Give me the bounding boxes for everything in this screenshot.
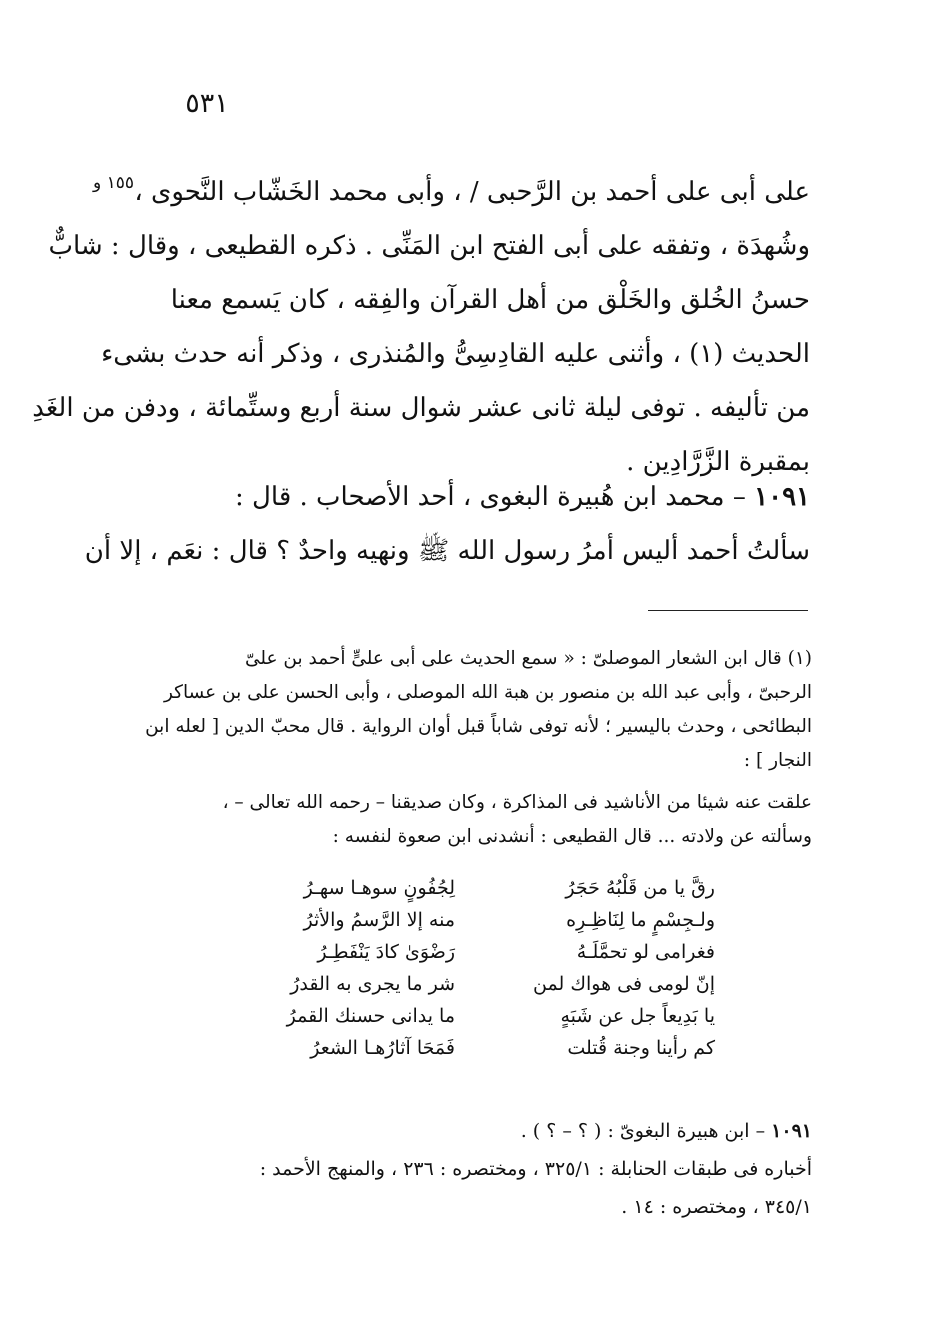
verse-second-hemistich: منه إلا الرَّسمُ والأثرُ xyxy=(303,909,455,931)
verse-first-hemistich: رقَّ يا من قَلْبُهُ حَجَرُ xyxy=(565,877,715,899)
footnote-line: وسألته عن ولادته ... قال القطيعى : أنشدنى ابن صعوة لنفسه : xyxy=(332,826,812,847)
bibliography-title-text: – ابن هبيرة البغوىّ : ( ؟ – ؟ ) . xyxy=(520,1120,772,1142)
main-text-line: وشُهدَة ، وتفقه على أبى الفتح ابن المَنِّى . ذكره القطيعى ، وقال : شابٌّ xyxy=(48,231,810,261)
bibliography-line: أخباره فى طبقات الحنابلة : ٣٢٥/١ ، ومختصره : ٢٣٦ ، والمنهج الأحمد : xyxy=(259,1158,812,1180)
poem-verse xyxy=(235,872,715,904)
poem-verse xyxy=(235,904,715,936)
main-text-line: على أبى على أحمد بن الرَّحبى / ، وأبى محمد الخَشّاب النَّحوى ، xyxy=(134,177,810,207)
main-text-line: بمقبرة الزَّرَّادِين . xyxy=(626,447,810,477)
entry-text-line: سألتُ أحمد أليس أمرُ رسول الله ﷺ ونهيه واحدٌ ؟ قال : نعَم ، إلا أن xyxy=(84,536,810,566)
bibliography-note xyxy=(140,1112,812,1226)
margin-folio-note: ١٥٥ و xyxy=(92,173,134,193)
page-number: ٥٣١ xyxy=(185,88,229,119)
bibliography-title xyxy=(140,1112,812,1150)
poem-verse xyxy=(235,1032,715,1064)
footnotes-block xyxy=(140,642,812,854)
verse-second-hemistich: ما يدانى حسنك القمرُ xyxy=(286,1005,455,1027)
verse-second-hemistich: فَمَحَا آثارُهـا الشعرُ xyxy=(310,1037,455,1059)
biography-entry xyxy=(84,470,810,578)
poem-verse xyxy=(235,936,715,968)
poem-verse xyxy=(235,1000,715,1032)
bibliography-entry-number: ١٠٩١ xyxy=(771,1120,812,1142)
main-text-line: حسنُ الخُلق والخَلْق من أهل القرآن والفِقه ، كان يَسمع معنا xyxy=(170,285,810,315)
footnote-line: الرحبىّ ، وأبى عبد الله بن منصور بن هبة الله الموصلى ، وأبى الحسن على بن عساكر xyxy=(163,682,812,703)
verse-first-hemistich: فغرامى لو تحمَّلَـهُ xyxy=(576,941,715,963)
verse-first-hemistich: كم رأينا وجنة قُتلت xyxy=(567,1037,715,1059)
verse-first-hemistich: إنّ لومى فى هواك لمن xyxy=(533,973,715,995)
footnote-line: البطائحى ، وحدث باليسير ؛ لأنه توفى شاباً قبل أوان الرواية . قال محبّ الدين [ لعله ابن xyxy=(145,716,812,737)
entry-heading-text: – محمد ابن هُبيرة البغوى ، أحد الأصحاب . قال : xyxy=(234,482,755,512)
bibliography-line: ٣٤٥/١ ، ومختصره : ١٤ . xyxy=(621,1196,812,1218)
entry-heading-line xyxy=(140,470,810,524)
verse-second-hemistich: شر ما يجرى به القدرُ xyxy=(290,973,455,995)
verse-second-hemistich: لِجُفُونٍ سوهـا سهـرُ xyxy=(303,877,455,899)
poem-verse xyxy=(235,968,715,1000)
footnote-separator xyxy=(648,610,808,611)
verse-first-hemistich: يا بَدِيعاً جل عن شَبَهٍ xyxy=(560,1005,715,1027)
verse-first-hemistich: ولـجِسْمٍ ما لِنَاظِـرِه xyxy=(566,909,715,931)
footnote-line: علقت عنه شيئا من الأناشيد فى المذاكرة ، وكان صديقنا – رحمه الله تعالى – ، xyxy=(222,792,812,813)
main-text-line: الحديث (١) ، وأثنى عليه القادِسِىُّ والمُنذرى ، وذكر أنه حدث بشىء xyxy=(101,339,810,369)
poem xyxy=(235,872,715,1064)
entry-number: ١٠٩١ xyxy=(754,482,810,512)
footnote-line: النجار ] : xyxy=(743,750,812,771)
verse-second-hemistich: رَضْوَىٰ كادَ يَنْفَطِـرُ xyxy=(317,941,455,963)
footnote-line: (١) قال ابن الشعار الموصلىّ : « سمع الحديث على أبى علىٍّ أحمد بن علىّ xyxy=(244,648,812,669)
main-text-line: من تأليفه . توفى ليلة ثانى عشر شوال سنة أربع وستِّمائة ، ودفن من الغَدِ xyxy=(32,393,810,423)
